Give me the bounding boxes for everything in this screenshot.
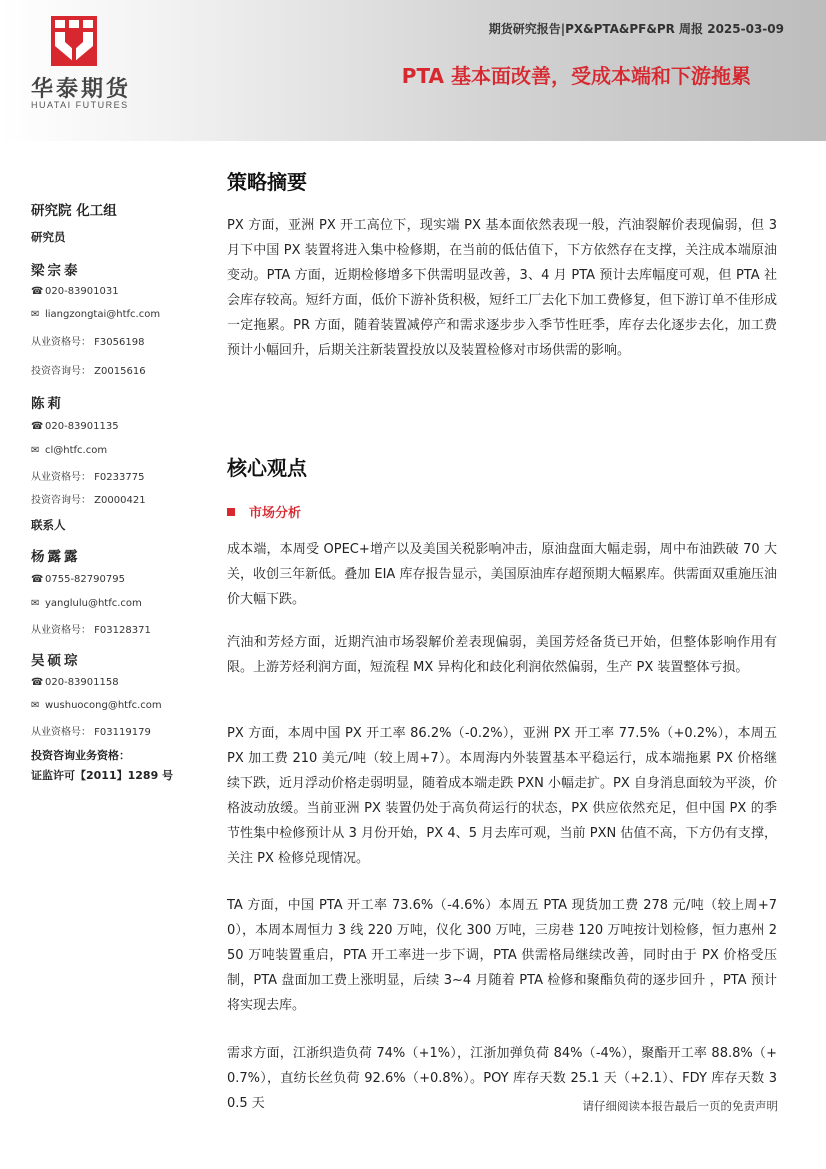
contact-phone bbox=[31, 677, 119, 688]
report-title: PTA 基本面改善，受成本端和下游拖累 bbox=[401, 64, 751, 88]
contact-qualification: 从业资格号： F03119179 bbox=[31, 727, 151, 738]
email-text[interactable]: cl@htfc.com bbox=[45, 445, 108, 456]
contact-name: 吴硕琮 bbox=[31, 653, 81, 669]
phone-icon: ☎ bbox=[31, 286, 44, 297]
phone-icon: ☎ bbox=[31, 421, 44, 432]
strategy-summary-text: PX 方面，亚洲 PX 开工高位下，现实端 PX 基本面依然表现一般，汽油裂解价表现偏弱，但 3 月下中国 PX 装置将进入集中检修期，在当前的低估值下，下方依然存在支撑，关注成本端原油变动。PTA 方面，近期检修增多下供需明显改善，3、4 月 PTA 预计去库幅度可观，但 PTA 社会库存较高。短纤方面，低价下游补货积极，短纤工厂去化下加工费修复，但下游订单不佳形成一定拖累。PR 方面，随着装置减停产和需求逐步步入季节性旺季，库存去化逐步去化，加工费预计小幅回升，后期关注新装置投放以及装置检修对市场供需的影响。 bbox=[227, 218, 777, 358]
email-text[interactable]: yanglulu@htfc.com bbox=[45, 598, 142, 609]
author-name: 梁宗泰 bbox=[31, 263, 81, 279]
researcher-role-label: 研究员 bbox=[31, 230, 66, 244]
contact-role-label: 联系人 bbox=[31, 518, 66, 532]
author-investment-id: 投资咨询号： Z0000421 bbox=[31, 495, 146, 506]
author-investment-id: 投资咨询号： Z0015616 bbox=[31, 366, 146, 377]
phone-text: 020-83901158 bbox=[45, 677, 119, 688]
author-phone bbox=[31, 421, 119, 432]
email-text[interactable]: liangzongtai@htfc.com bbox=[45, 309, 161, 320]
contact-email[interactable] bbox=[31, 700, 162, 711]
phone-text: 020-83901135 bbox=[45, 421, 119, 432]
huatai-logo-mark-icon bbox=[51, 16, 97, 66]
paragraph-cost: 成本端，本周受 OPEC+增产以及美国关税影响冲击，原油盘面大幅走弱，周中布油跌破 70 大关，收创三年新低。叠加 EIA 库存报告显示，美国原油库存超预期大幅累库。供需面双重施压油价大幅下跌。 bbox=[227, 542, 777, 607]
bullet-square-icon bbox=[227, 508, 235, 516]
phone-text: 020-83901031 bbox=[45, 286, 119, 297]
email-icon: ✉ bbox=[31, 309, 40, 320]
author-qualification: 从业资格号： F0233775 bbox=[31, 472, 145, 483]
author-email[interactable] bbox=[31, 309, 160, 320]
contact-phone bbox=[31, 574, 125, 585]
license-label: 投资咨询业务资格： bbox=[31, 749, 130, 762]
contact-name: 杨露露 bbox=[31, 549, 81, 565]
phone-text: 0755-82790795 bbox=[45, 574, 125, 585]
email-text[interactable]: wushuocong@htfc.com bbox=[45, 700, 162, 711]
report-type-line: 期货研究报告|PX&PTA&PF&PR 周报 2025-03-09 bbox=[488, 22, 784, 36]
license-number: 证监许可【2011】1289 号 bbox=[31, 769, 174, 782]
paragraph-gasoline-aromatics: 汽油和芳烃方面，近期汽油市场裂解价差表现偏弱，美国芳烃备货已开始，但整体影响作用有限。上游芳烃利润方面，短流程 MX 异构化和歧化利润依然偏弱，生产 PX 装置整体亏损。 bbox=[227, 635, 777, 675]
market-analysis-heading bbox=[227, 502, 301, 521]
logo-text-cn: 华泰期货 bbox=[31, 77, 132, 102]
contact-qualification: 从业资格号： F03128371 bbox=[31, 625, 151, 636]
phone-icon: ☎ bbox=[31, 677, 44, 688]
phone-icon: ☎ bbox=[31, 574, 44, 585]
author-name: 陈莉 bbox=[31, 396, 64, 412]
author-email[interactable] bbox=[31, 445, 107, 456]
logo-text-en: HUATAI FUTURES bbox=[31, 100, 129, 110]
disclaimer-footer: 请仔细阅读本报告最后一页的免责声明 bbox=[582, 1099, 778, 1113]
huatai-logo bbox=[31, 14, 141, 114]
email-icon: ✉ bbox=[31, 598, 40, 609]
paragraph-px: PX 方面，本周中国 PX 开工率 86.2%（-0.2%），亚洲 PX 开工率 77.5%（+0.2%），本周五 PX 加工费 210 美元/吨（较上周+7）。本周海内外装置基本平稳运行，成本端拖累 PX 价格继续下跌，近月浮动价格走弱明显，随着成本端走跌 PXN 小幅走扩。PX 自身消息面较为平淡，价格波动放缓。当前亚洲 PX 装置仍处于高负荷运行的状态，PX 供应依然充足，但中国 PX 的季节性集中检修预计从 3 月份开始，PX 4、5 月去库可观，当前 PXN 估值不高，下方仍有支撑，关注 PX 检修兑现情况。 bbox=[227, 726, 777, 866]
core-views-heading: 核心观点 bbox=[227, 456, 307, 480]
department-label: 研究院 化工组 bbox=[31, 203, 117, 219]
market-analysis-label: 市场分析 bbox=[249, 506, 302, 521]
strategy-summary-heading: 策略摘要 bbox=[227, 170, 307, 194]
contact-email[interactable] bbox=[31, 598, 142, 609]
author-phone bbox=[31, 286, 119, 297]
email-icon: ✉ bbox=[31, 700, 40, 711]
email-icon: ✉ bbox=[31, 445, 40, 456]
paragraph-ta: TA 方面，中国 PTA 开工率 73.6%（-4.6%）本周五 PTA 现货加工费 278 元/吨（较上周+70），本周本周恒力 3 线 220 万吨，仪化 300 万吨，三房巷 120 万吨按计划检修，恒力惠州 250 万吨装置重启，PTA 开工率进一步下调，PTA 供需格局继续改善，同时由于 PX 价格受压制，PTA 盘面加工费上涨明显，后续 3~4 月随着 PTA 检修和聚酯负荷的逐步回升 ，PTA 预计将实现去库。 bbox=[227, 898, 777, 1013]
report-header bbox=[0, 0, 826, 141]
author-qualification: 从业资格号： F3056198 bbox=[31, 337, 145, 348]
paragraph-demand: 需求方面，江浙织造负荷 74%（+1%），江浙加弹负荷 84%（-4%），聚酯开工率 88.8%（+0.7%），直纺长丝负荷 92.6%（+0.8%）。POY 库存天数 25.1 天（+2.1）、FDY 库存天数 30.5 天 bbox=[227, 1046, 777, 1111]
